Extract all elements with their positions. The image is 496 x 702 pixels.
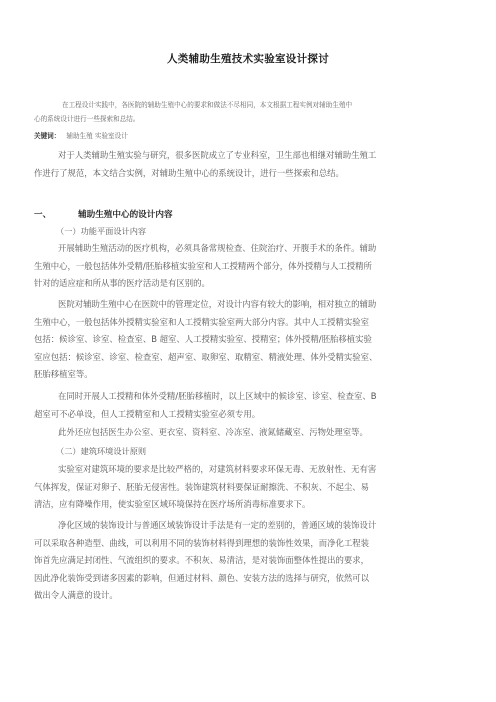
intro-paragraph: [34, 147, 460, 182]
section-number: 一、: [34, 210, 52, 220]
subsection-heading: （二）建筑环境设计原则: [56, 446, 147, 456]
text-line: 饰首先应满足封闭性、气流组织的要求。不积灰、易清洁，是对装饰面整体性提出的要求，: [34, 555, 369, 566]
section-heading: [34, 208, 173, 220]
keywords: [34, 130, 128, 140]
text-line: 对于人类辅助生殖实验与研究，很多医院成立了专业科室，卫生部也相继对辅助生殖工: [58, 150, 377, 160]
text-line: 气体挥发，保证对卵子、胚胎无侵害性。装饰建筑材料要保证耐擦洗、不积灰、不起尘、易: [34, 481, 369, 492]
text-line: 作进行了规范，本文结合实例，对辅助生殖中心的系统设计，进行一些探索和总结。: [34, 167, 344, 178]
text-line: 做出令人满意的设计。: [34, 590, 118, 601]
section-title: 辅助生殖中心的设计内容: [78, 210, 173, 220]
text-line: 胚胎移植室等。: [34, 369, 93, 380]
text-line: 开展辅助生殖活动的医疗机构，必须具备常规检查、住院治疗、开腹手术的条件。辅助: [58, 243, 377, 253]
paragraph: [34, 240, 460, 293]
text-line: 生殖中心，一般包括体外授精实验室和人工授精实验室两大部分内容。其中人工授精实验室: [34, 316, 369, 327]
paragraph: [34, 517, 460, 605]
text-line: 包括：候诊室、诊室、检查室、B 超室、人工授精实验室、授精室；体外授精/胚胎移植实验: [34, 334, 372, 345]
abstract-line: 心的系统设计进行一些探索和总结。: [34, 115, 140, 124]
abstract: [34, 98, 460, 126]
abstract-line: 在工程设计实践中，各医院的辅助生殖中心的要求和做法不尽相同，本文根据工程实例对辅助生殖中: [62, 101, 353, 109]
text-line: 生殖中心，一般包括体外受精/胚胎移植实验室和人工授精两个部分，体外授精与人工授精所: [34, 260, 372, 271]
text-line: 此外还应包括医生办公室、更衣室、资料室、冷冻室、液氮储藏室、污物处理室等。: [58, 427, 368, 437]
keywords-value: 辅助生殖 实验室设计: [66, 132, 128, 140]
text-line: 因此净化装饰受到诸多因素的影响，但通过材料、颜色、安装方法的选择与研究，依然可以: [34, 572, 369, 583]
paragraph: [34, 461, 460, 514]
text-line: 针对的适应症和所从事的医疗活动是有区别的。: [34, 278, 210, 289]
keywords-label: 关键词：: [34, 132, 61, 140]
text-line: 实验室对建筑环境的要求是比较严格的，对建筑材料要求环保无毒、无放射性、无有害: [58, 464, 377, 474]
text-line: 室应包括：候诊室、诊室、检查室、超声室、取卵室、取精室、精液处理、体外受精实验室、: [34, 351, 378, 362]
paragraph: [34, 296, 460, 384]
text-line: 可以采取各种造型、曲线，可以利用不同的装饰材料得到理想的装饰性效果，而净化工程装: [34, 537, 369, 548]
subsection-heading: （一）功能平面设计内容: [56, 226, 147, 236]
text-line: 在同时开展人工授精和体外受精/胚胎移植时，以上区域中的候诊室、诊室、检查室、B: [58, 391, 377, 401]
text-line: 清洁，应有降噪作用，使实验室区域环境保持在医疗场所消毒标准要求下。: [34, 499, 311, 510]
document-title: 人类辅助生殖技术实验室设计探讨: [167, 53, 329, 65]
paragraph: [34, 424, 460, 442]
paragraph: [34, 388, 460, 423]
text-line: 医院对辅助生殖中心在医院中的管理定位，对设计内容有较大的影响，相对独立的辅助: [58, 299, 377, 309]
text-line: 净化区域的装饰设计与普通区域装饰设计手法是有一定的差别的，普通区域的装饰设计: [58, 520, 377, 530]
text-line: 超室可不必单设，但人工授精室和人工授精实验室必须专用。: [34, 408, 261, 419]
